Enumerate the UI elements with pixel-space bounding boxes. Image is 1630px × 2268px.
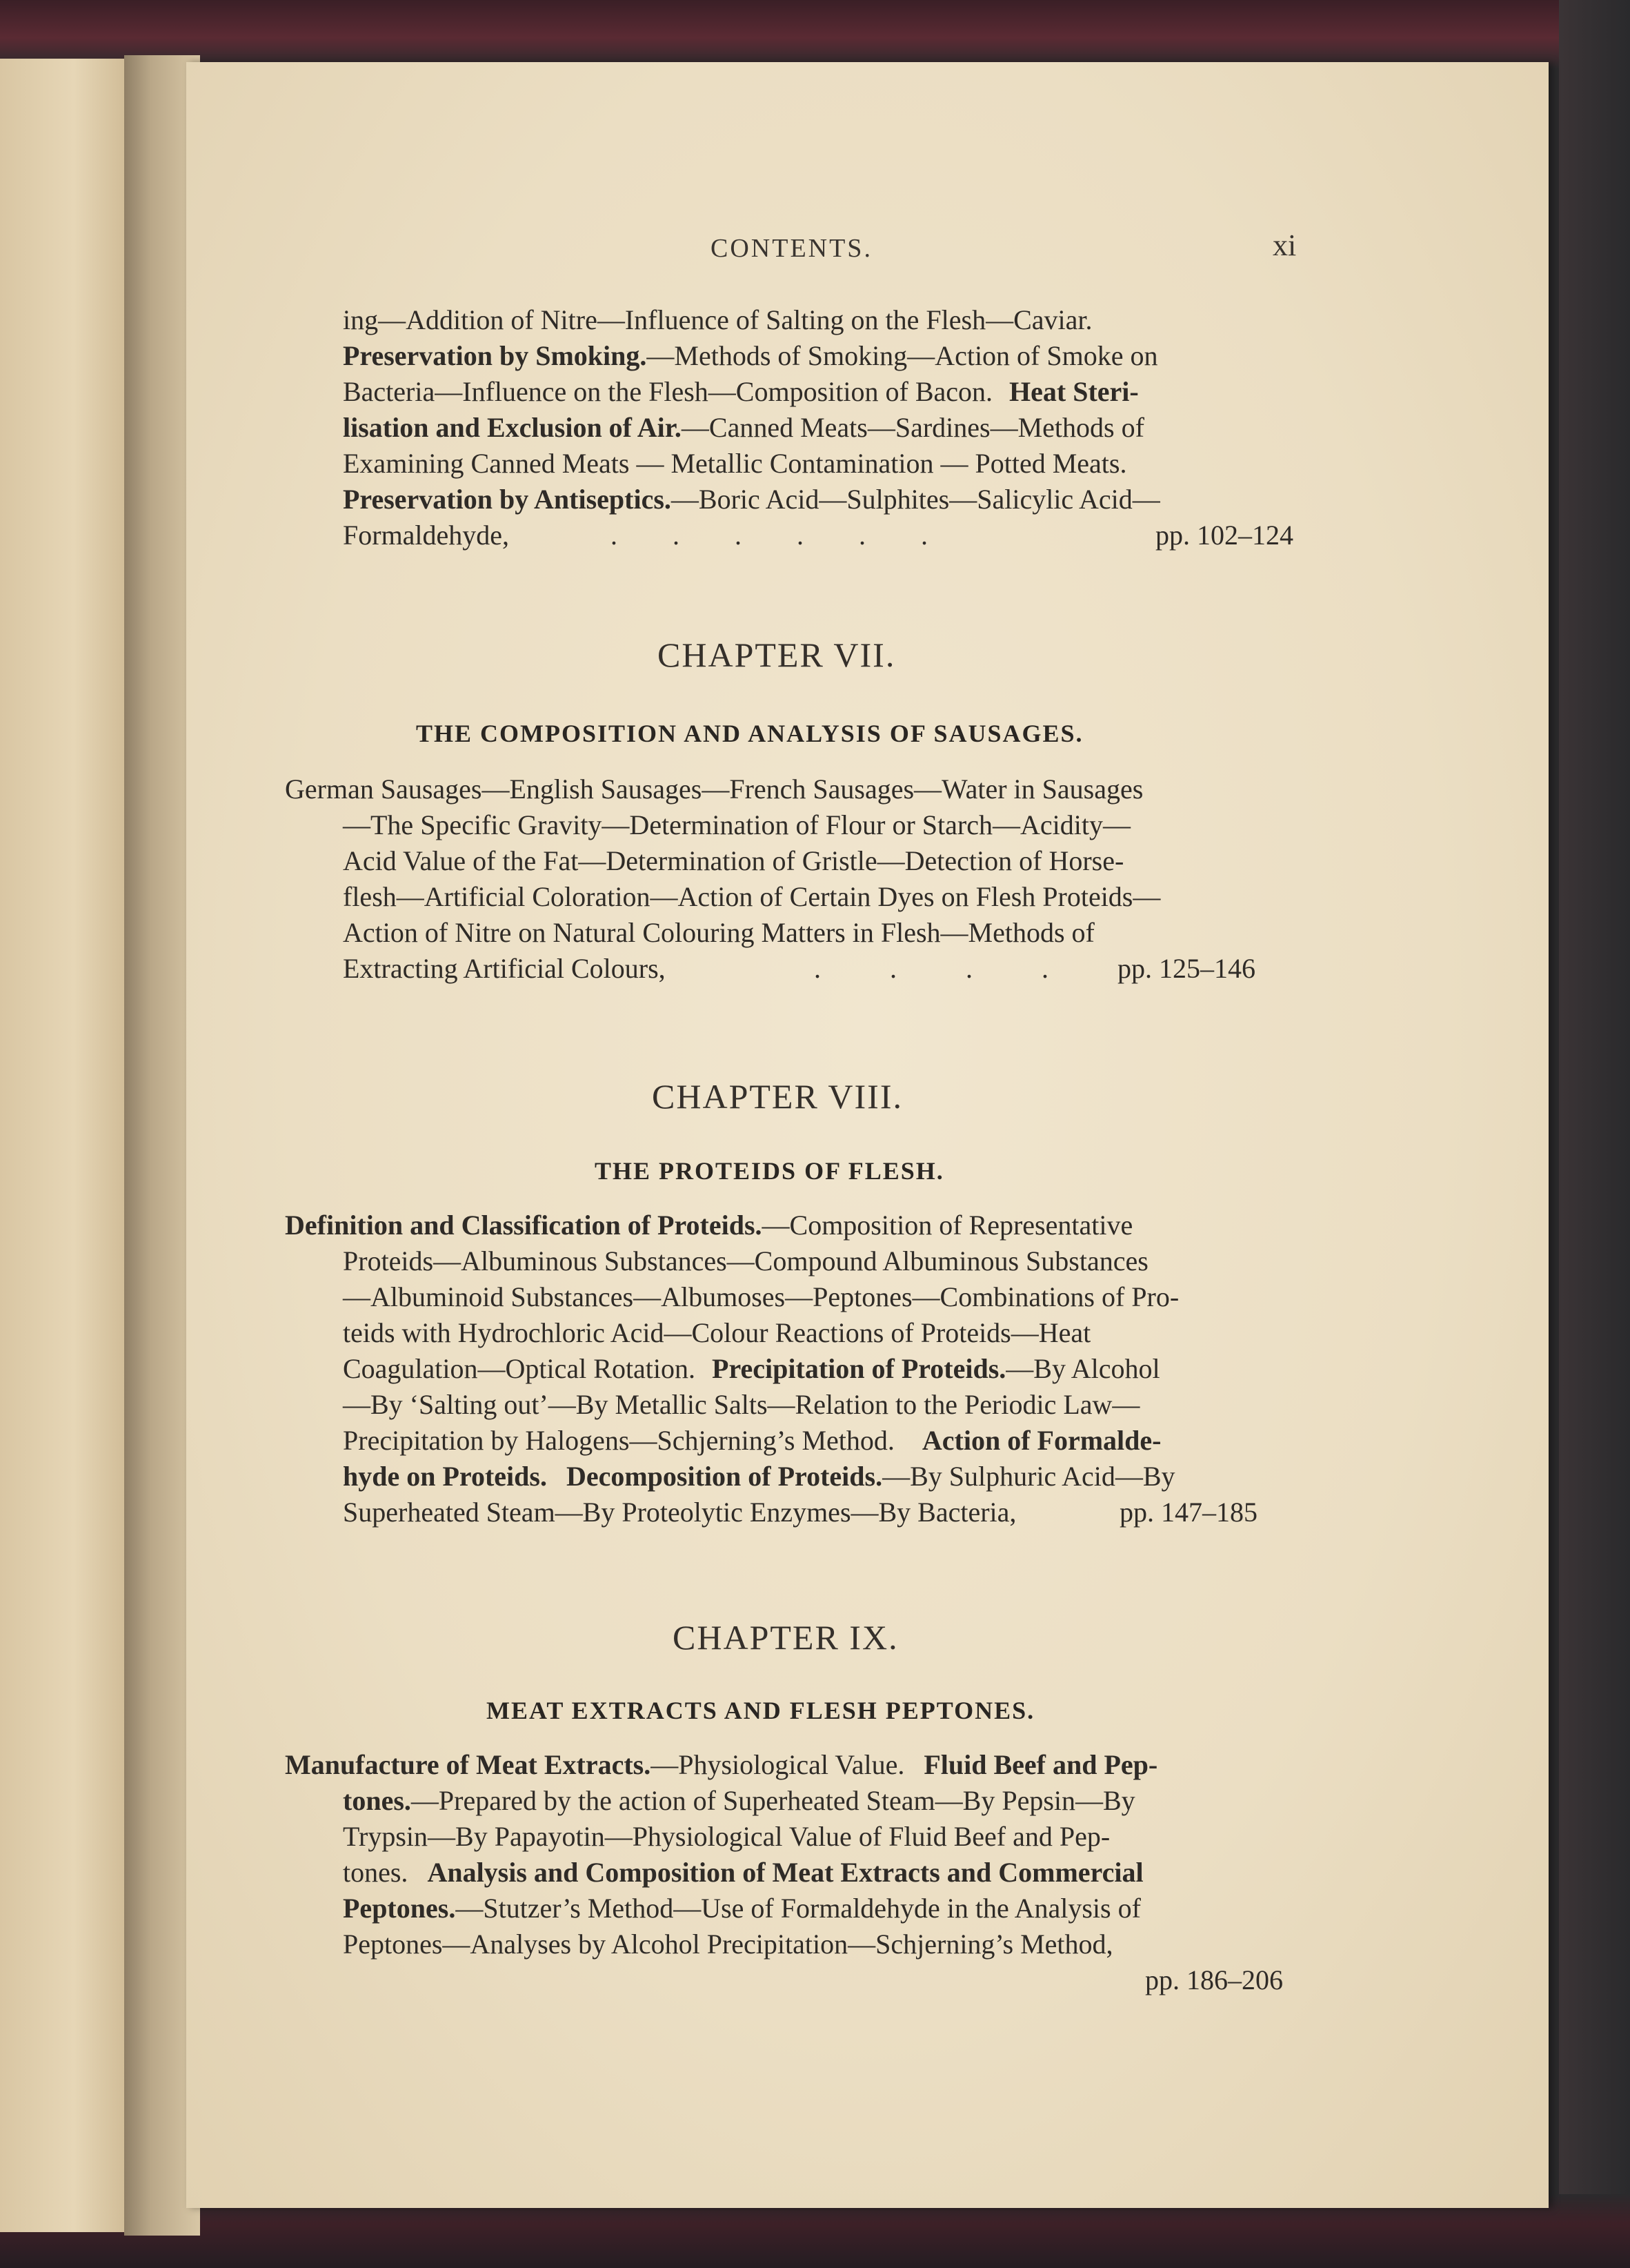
facing-page-edge: [0, 59, 135, 2232]
text-run: —Prepared by the action of Superheated Steam—By Pepsin—By: [410, 1785, 1135, 1816]
chapter-heading: CHAPTER IX.: [673, 1618, 899, 1657]
text-line: Trypsin—By Papayotin—Physiological Value of Fluid Beef and Pep-: [343, 1821, 1111, 1852]
text-run: —Boric Acid—Sulphites—Salicylic Acid—: [670, 484, 1160, 515]
text-line: Acid Value of the Fat—Determination of Gristle—Detection of Horse-: [343, 845, 1124, 876]
text-line: [343, 1424, 1161, 1457]
bold-heading-run: Analysis and Composition of Meat Extracts and Commercial: [427, 1857, 1144, 1888]
chapter-title: THE COMPOSITION AND ANALYSIS OF SAUSAGES.: [416, 720, 1084, 747]
chapter-title: MEAT EXTRACTS AND FLESH PEPTONES.: [486, 1697, 1035, 1724]
text-line: Peptones—Analyses by Alcohol Precipitation—Schjerning’s Method,: [343, 1929, 1113, 1960]
text-line: German Sausages—English Sausages—French Sausages—Water in Sausages: [285, 773, 1144, 805]
text-run: tones.: [343, 1857, 408, 1888]
text-run: —Stutzer’s Method—Use of Formaldehyde in the Analysis of: [455, 1893, 1141, 1924]
bold-heading-run: Manufacture of Meat Extracts.: [285, 1749, 651, 1780]
bold-heading-run: Action of Formalde-: [922, 1425, 1162, 1456]
text-line: teids with Hydrochloric Acid—Colour Reactions of Proteids—Heat: [343, 1317, 1091, 1348]
text-run: Coagulation—Optical Rotation.: [343, 1353, 696, 1384]
text-line: [343, 1856, 1144, 1889]
text-run: —By Sulphuric Acid—By: [882, 1461, 1175, 1492]
text-run: Bacteria—Influence on the Flesh—Composition of Bacon.: [343, 376, 993, 407]
page-range: pp. 102–124: [1155, 520, 1293, 551]
text-line: [343, 1460, 1175, 1492]
bold-heading-run: Fluid Beef and Pep-: [924, 1749, 1158, 1780]
text-line: [343, 519, 509, 551]
text-line: [343, 339, 1157, 372]
text-run: —Composition of Representative: [762, 1210, 1133, 1241]
text-run: Formaldehyde,: [343, 520, 510, 551]
text-line: [343, 1784, 1135, 1817]
page-number: xi: [1273, 228, 1297, 262]
text-run: Examining Canned Meats — Metallic Contamination — Potted Meats.: [343, 448, 1127, 479]
text-line: Proteids—Albuminous Substances—Compound Albuminous Substances: [343, 1245, 1149, 1276]
dot-leaders: . . . .: [814, 953, 1048, 984]
text-line: —By ‘Salting out’—By Metallic Salts—Relation to the Periodic Law—: [343, 1389, 1140, 1420]
bold-heading-run: hyde on Proteids.: [343, 1461, 547, 1492]
text-line: [285, 1209, 1133, 1241]
text-line: [343, 304, 1092, 336]
chapter-heading: CHAPTER VIII.: [652, 1077, 903, 1116]
bold-heading-run: tones.: [343, 1785, 411, 1816]
dot-leaders: . . . . . .: [610, 520, 928, 551]
chapter-title: THE PROTEIDS OF FLESH.: [595, 1157, 944, 1185]
page-range: pp. 125–146: [1117, 953, 1255, 984]
bold-heading-run: Preservation by Smoking.: [343, 340, 647, 371]
text-run: Precipitation by Halogens—Schjerning’s Method.: [343, 1425, 895, 1456]
bold-heading-run: Precipitation of Proteids.: [712, 1353, 1006, 1384]
text-line: [343, 375, 1139, 408]
text-run: —Methods of Smoking—Action of Smoke on: [646, 340, 1158, 371]
book-cover-right: [1559, 0, 1630, 2268]
text-line: [285, 1748, 1157, 1781]
bold-heading-run: Definition and Classification of Proteids.: [285, 1210, 762, 1241]
chapter-heading: CHAPTER VII.: [657, 635, 896, 674]
text-line: —The Specific Gravity—Determination of Flour or Starch—Acidity—: [343, 809, 1131, 840]
text-run: ing—Addition of Nitre—Influence of Salting on the Flesh—Caviar.: [343, 304, 1093, 335]
bold-heading-run: lisation and Exclusion of Air.: [343, 412, 682, 443]
text-line: [343, 483, 1160, 515]
text-line: —Albuminoid Substances—Albumoses—Peptones—Combinations of Pro-: [343, 1281, 1180, 1312]
text-run: —Canned Meats—Sardines—Methods of: [681, 412, 1144, 443]
bold-heading-run: Heat Steri-: [1009, 376, 1139, 407]
text-line: [343, 447, 1126, 480]
text-line: [343, 1352, 1160, 1385]
text-run: —By Alcohol: [1006, 1353, 1160, 1384]
page-range: pp. 186–206: [1145, 1964, 1283, 1995]
running-head: CONTENTS.: [710, 234, 873, 263]
text-run: —Physiological Value.: [650, 1749, 905, 1780]
bold-heading-run: Preservation by Antiseptics.: [343, 484, 671, 515]
book-cover-top: [0, 0, 1630, 69]
text-line: Action of Nitre on Natural Colouring Matters in Flesh—Methods of: [343, 917, 1095, 948]
page-range: pp. 147–185: [1120, 1497, 1258, 1528]
text-line: [343, 411, 1144, 444]
text-line: [343, 1892, 1141, 1924]
text-line: Superheated Steam—By Proteolytic Enzymes—By Bacteria,: [343, 1497, 1017, 1528]
bold-heading-run: Peptones.: [343, 1893, 456, 1924]
text-line: Extracting Artificial Colours,: [343, 953, 666, 984]
bold-heading-run: Decomposition of Proteids.: [566, 1461, 883, 1492]
text-line: flesh—Artificial Coloration—Action of Certain Dyes on Flesh Proteids—: [343, 881, 1161, 912]
